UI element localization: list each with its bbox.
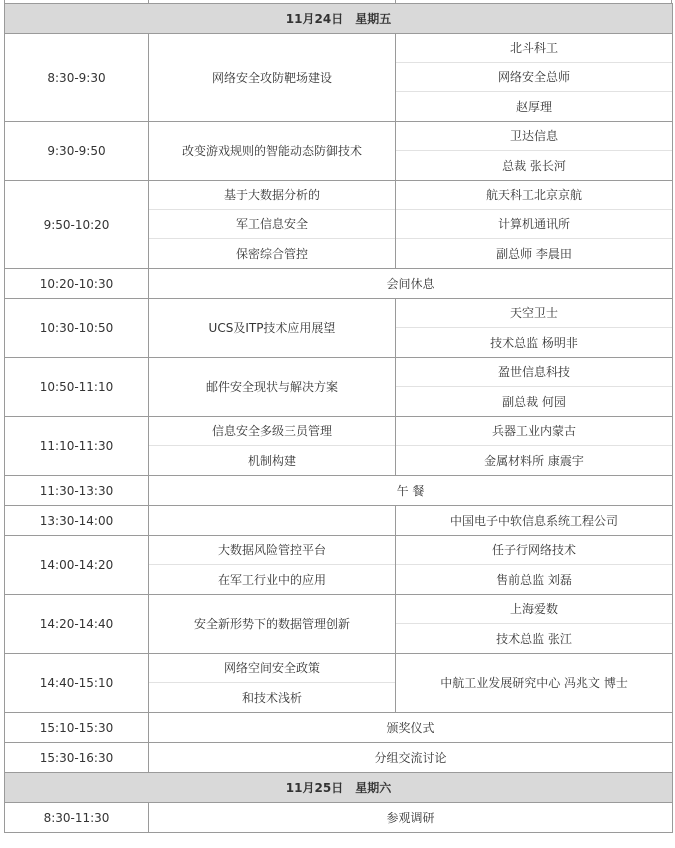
speaker-line: 上海爱数 — [396, 595, 672, 624]
topic-cell: 网络安全攻防靶场建设 — [149, 34, 396, 122]
speaker-cell — [396, 34, 673, 122]
speaker-cell: 中航工业发展研究中心 冯兆文 博士 — [396, 654, 673, 713]
agenda-row — [5, 417, 673, 476]
speaker-line: 副总师 李晨田 — [496, 246, 572, 261]
agenda-row — [5, 358, 673, 417]
day-weekday: 星期六 — [355, 780, 392, 795]
agenda-row — [5, 299, 673, 358]
speaker-line: 金属材料所 康震宇 — [484, 453, 584, 468]
topic-line: 基于大数据分析的 — [149, 181, 395, 210]
topic-cell — [149, 181, 396, 269]
day-header — [5, 4, 673, 34]
topic-line: 机制构建 — [247, 453, 296, 468]
topic-line: 信息安全多级三员管理 — [149, 417, 395, 446]
agenda-row — [5, 713, 673, 743]
topic-line: 保密综合管控 — [235, 246, 308, 261]
speaker-cell — [396, 358, 673, 417]
speaker-line: 兵器工业内蒙古 — [396, 417, 672, 446]
speaker-line: 技术总监 张江 — [496, 631, 572, 646]
agenda-row — [5, 506, 673, 536]
event-cell: 参观调研 — [149, 803, 673, 833]
agenda-row — [5, 536, 673, 595]
event-cell: 颁奖仪式 — [149, 713, 673, 743]
day-header — [5, 773, 673, 803]
topic-cell: 邮件安全现状与解决方案 — [149, 358, 396, 417]
time-cell: 13:30-14:00 — [5, 506, 149, 536]
agenda-row — [5, 269, 673, 299]
agenda-row — [5, 476, 673, 506]
topic-cell — [149, 506, 396, 536]
topic-cell: UCS及ITP技术应用展望 — [149, 299, 396, 358]
agenda-table — [4, 3, 673, 833]
speaker-line: 航天科工北京京航 — [396, 181, 672, 210]
agenda-row — [5, 181, 673, 269]
speaker-line: 副总裁 何园 — [502, 394, 566, 409]
speaker-cell — [396, 595, 673, 654]
speaker-line: 天空卫士 — [396, 299, 672, 328]
time-cell: 9:30-9:50 — [5, 122, 149, 181]
time-cell: 10:30-10:50 — [5, 299, 149, 358]
time-cell: 15:30-16:30 — [5, 743, 149, 773]
time-cell: 14:00-14:20 — [5, 536, 149, 595]
time-cell: 8:30-9:30 — [5, 34, 149, 122]
day-weekday: 星期五 — [355, 11, 392, 26]
speaker-cell — [396, 122, 673, 181]
time-cell: 11:10-11:30 — [5, 417, 149, 476]
topic-cell — [149, 536, 396, 595]
speaker-cell — [396, 536, 673, 595]
speaker-line: 卫达信息 — [396, 122, 672, 151]
topic-cell — [149, 417, 396, 476]
topic-cell: 安全新形势下的数据管理创新 — [149, 595, 396, 654]
topic-line: 军工信息安全 — [149, 210, 395, 239]
topic-cell: 改变游戏规则的智能动态防御技术 — [149, 122, 396, 181]
time-cell: 10:20-10:30 — [5, 269, 149, 299]
agenda-row — [5, 803, 673, 833]
event-cell: 午 餐 — [149, 476, 673, 506]
topic-line: 网络空间安全政策 — [149, 654, 395, 683]
topic-cell — [149, 654, 396, 713]
agenda-row — [5, 122, 673, 181]
speaker-line: 计算机通讯所 — [396, 210, 672, 239]
day-date: 11月25日 — [285, 780, 344, 795]
time-cell: 15:10-15:30 — [5, 713, 149, 743]
speaker-line: 北斗科工 — [396, 34, 672, 63]
time-cell: 9:50-10:20 — [5, 181, 149, 269]
day-date: 11月24日 — [285, 11, 344, 26]
time-cell: 14:20-14:40 — [5, 595, 149, 654]
topic-line: 在军工行业中的应用 — [217, 572, 326, 587]
speaker-cell — [396, 417, 673, 476]
speaker-cell: 中国电子中软信息系统工程公司 — [396, 506, 673, 536]
topic-line: 和技术浅析 — [241, 690, 302, 705]
event-cell: 会间休息 — [149, 269, 673, 299]
agenda-row — [5, 34, 673, 122]
speaker-line: 网络安全总师 — [396, 63, 672, 92]
speaker-line: 盈世信息科技 — [396, 358, 672, 387]
time-cell: 8:30-11:30 — [5, 803, 149, 833]
speaker-line: 总裁 张长河 — [502, 158, 566, 173]
speaker-line: 赵厚理 — [516, 99, 553, 114]
agenda-row — [5, 595, 673, 654]
time-cell: 11:30-13:30 — [5, 476, 149, 506]
time-cell: 14:40-15:10 — [5, 654, 149, 713]
day-header-row — [5, 4, 673, 34]
speaker-cell — [396, 181, 673, 269]
day-header-row — [5, 773, 673, 803]
topic-line: 大数据风险管控平台 — [149, 536, 395, 565]
speaker-line: 售前总监 刘磊 — [496, 572, 572, 587]
agenda-row — [5, 654, 673, 713]
speaker-line: 技术总监 杨明非 — [490, 335, 578, 350]
speaker-line: 任子行网络技术 — [396, 536, 672, 565]
event-cell: 分组交流讨论 — [149, 743, 673, 773]
agenda-row — [5, 743, 673, 773]
speaker-cell — [396, 299, 673, 358]
time-cell: 10:50-11:10 — [5, 358, 149, 417]
